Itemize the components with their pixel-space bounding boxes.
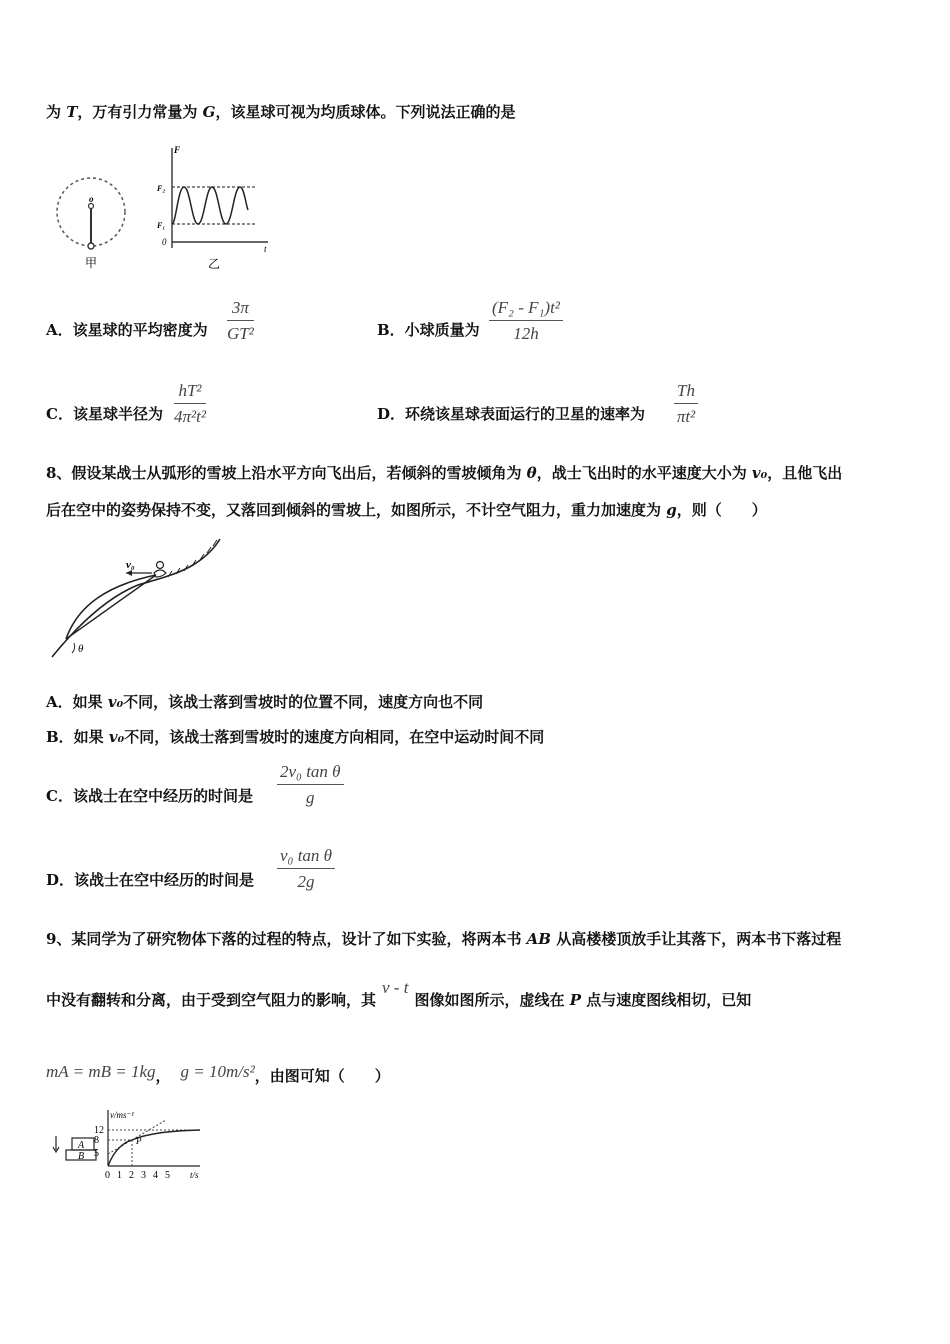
q8-figure (48, 535, 228, 663)
q8-option-c-numerator: 2v₀ tan θ (277, 762, 344, 785)
fig-v0-label: v₀ (126, 559, 135, 571)
q8-text-3: ，且他飞出 (767, 464, 843, 482)
force-wave (172, 187, 248, 224)
q8-option-d-text: D．该战士在空中经历的时间是 (46, 871, 255, 889)
symbol-G: G (202, 103, 216, 121)
option-d-denominator: πt² (676, 407, 696, 426)
intro-text-1: 为 (46, 103, 67, 121)
q8-option-a-text: 不同，该战士落到雪坡时的位置不同，速度方向也不同 (123, 693, 484, 711)
center-label: o (89, 194, 94, 204)
incline-line (66, 575, 156, 639)
f1-label: F₁ (157, 221, 166, 230)
q9-comma: ， (155, 1067, 171, 1085)
q8-text-5: ，则（ ） (676, 501, 767, 519)
vt-x-tick-3: 3 (141, 1170, 146, 1181)
book-a-label: A (78, 1140, 85, 1151)
axis-t-label: t (264, 244, 267, 254)
q9-text-6: ，由图可知（ ） (254, 1067, 390, 1085)
q8-text-4: 后在空中的姿势保持不变，又落回到倾斜的雪坡上，如图所示，不计空气阻力，重力加速度为 (46, 501, 667, 519)
slope-hatching (168, 540, 217, 577)
q7-figure (48, 140, 278, 275)
q8-option-b-text: 不同，该战士落到雪坡时的速度方向相同，在空中运动时间不同 (124, 728, 545, 746)
q7-option-b[interactable] (377, 320, 480, 340)
option-a-denominator: GT² (227, 324, 254, 343)
vt-x-tick-5: 5 (165, 1170, 170, 1181)
q9-text-3: 中没有翻转和分离，由于受到空气阻力的影响，其 (46, 991, 377, 1009)
symbol-T: T (66, 103, 78, 121)
q8-option-d-fraction (277, 846, 335, 892)
q8-option-c-fraction (277, 762, 344, 808)
ball (88, 243, 94, 249)
q9-line-1 (46, 929, 841, 949)
q9-line-2 (46, 978, 752, 1010)
q8-option-d-numerator: v₀ tan θ (277, 846, 335, 869)
label-jia: 甲 (85, 256, 98, 270)
vt-x-tick-1: 1 (117, 1170, 122, 1181)
pivot-point (89, 204, 94, 209)
vt-x-axis-label: t/s (190, 1170, 199, 1180)
q8-line-1 (46, 463, 842, 483)
q8-text-1: 8、假设某战士从弧形的雪坡上沿水平方向飞出后，若倾斜的雪坡倾角为 (46, 464, 527, 482)
q8-option-d-denominator: 2g (297, 872, 315, 891)
velocity-curve (108, 1130, 200, 1166)
option-c-denominator: 4π²t² (174, 407, 206, 426)
option-b-text: B．小球质量为 (377, 321, 480, 339)
q7-option-c[interactable] (46, 404, 163, 424)
f2-label: F₂ (157, 184, 166, 193)
intro-text-2: ，万有引力常量为 (77, 103, 203, 121)
option-a-numerator: 3π (227, 298, 254, 321)
vt-x-tick-4: 4 (153, 1170, 158, 1181)
symbol-vt: v - t (382, 978, 409, 997)
q8-option-a-prefix: A．如果 (46, 693, 108, 711)
label-yi: 乙 (208, 257, 221, 271)
symbol-AB: AB (526, 930, 551, 948)
intro-line (46, 102, 515, 122)
symbol-theta: θ (526, 464, 537, 482)
fig-theta-label: θ (78, 643, 84, 655)
g-equation: g = 10m/s² (180, 1062, 255, 1081)
q9-figure (48, 1106, 218, 1184)
q8-option-b-prefix: B．如果 (46, 728, 109, 746)
vt-y-tick-12: 12 (94, 1125, 104, 1136)
axis-F-label: F (174, 145, 181, 155)
option-c-text: C．该星球半径为 (46, 405, 163, 423)
option-b-numerator: (F₂ - F₁)t² (489, 298, 563, 321)
option-b-denominator: 12h (513, 324, 539, 343)
symbol-v0: v₀ (751, 464, 768, 482)
q8-option-c[interactable] (46, 786, 253, 806)
snow-slope (52, 539, 220, 657)
option-d-text: D．环绕该星球表面运行的卫星的速率为 (377, 405, 646, 423)
q8-option-d[interactable] (46, 870, 254, 890)
symbol-P: P (569, 991, 581, 1009)
option-d-numerator: Th (674, 381, 698, 404)
q8-line-2 (46, 500, 767, 520)
vt-x-ticks (105, 1170, 170, 1181)
vt-x-tick-0: 0 (105, 1170, 110, 1181)
option-b-fraction (489, 298, 563, 344)
angle-arc (72, 643, 75, 653)
q7-option-d[interactable] (377, 404, 645, 424)
q9-text-2: 从高楼楼顶放手让其落下，两本书下落过程 (551, 930, 842, 948)
option-d-fraction (674, 381, 698, 427)
q8-option-a-v0: v₀ (107, 693, 124, 711)
q9-text-1: 9、某同学为了研究物体下落的过程的特点，设计了如下实验，将两本书 (46, 930, 527, 948)
q8-text-2: ，战士飞出时的水平速度大小为 (536, 464, 752, 482)
q8-option-a[interactable] (46, 692, 483, 712)
vt-y-tick-8: 8 (94, 1135, 99, 1146)
q8-option-c-text: C．该战士在空中经历的时间是 (46, 787, 253, 805)
q8-option-b-v0: v₀ (108, 728, 125, 746)
vt-x-tick-2: 2 (129, 1170, 134, 1181)
q9-text-5: 点与速度图线相切，已知 (580, 991, 752, 1009)
option-a-fraction (227, 298, 254, 344)
point-P-label: P (136, 1136, 142, 1146)
origin-label: 0 (162, 237, 167, 247)
option-c-fraction (174, 381, 206, 427)
q9-line-3 (46, 1062, 390, 1086)
vt-y-axis-label: v/ms⁻¹ (110, 1110, 134, 1120)
q9-text-4: 图像如图所示，虚线在 (414, 991, 570, 1009)
vt-y-ticks (94, 1125, 104, 1159)
book-b-label: B (78, 1151, 85, 1162)
symbol-g: g (666, 501, 677, 519)
vt-y-tick-5: 5 (94, 1148, 99, 1159)
option-a-text: A．该星球的平均密度为 (46, 321, 208, 339)
q8-option-b[interactable] (46, 727, 544, 747)
q7-option-a[interactable] (46, 320, 208, 340)
mass-equation: mA = mB = 1kg (46, 1062, 156, 1081)
option-c-numerator: hT² (174, 381, 206, 404)
intro-text-3: ，该星球可视为均质球体。下列说法正确的是 (215, 103, 516, 121)
q8-option-c-denominator: g (306, 788, 315, 807)
